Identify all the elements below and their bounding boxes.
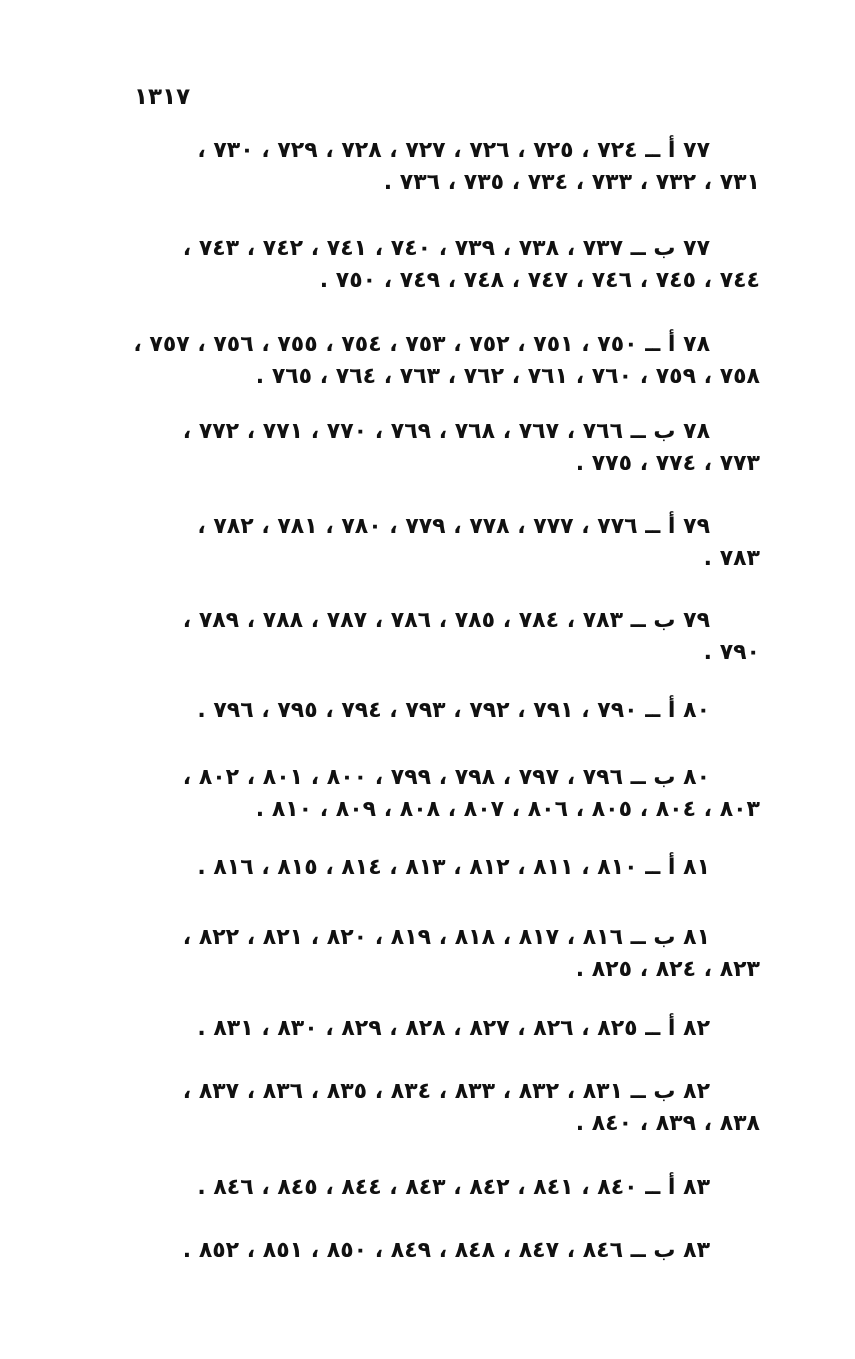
entry-line-2: ٧٧٣ ، ٧٧٤ ، ٧٧٥ . [575, 451, 760, 476]
index-entry-77a [197, 135, 760, 199]
index-entry-82a [197, 1013, 710, 1045]
index-entry-80a [197, 695, 710, 727]
entry-line-2: ٨٢٣ ، ٨٢٤ ، ٨٢٥ . [575, 957, 760, 982]
index-entry-79b [183, 605, 760, 669]
entry-line-1: ٧٨ أ ــ ٧٥٠ ، ٧٥١ ، ٧٥٢ ، ٧٥٣ ، ٧٥٤ ، ٧٥٥ ، ٧٥٦ ، ٧٥٧ ، [133, 332, 710, 357]
index-entry-78b [183, 416, 760, 480]
entry-line-2: ٧٣١ ، ٧٣٢ ، ٧٣٣ ، ٧٣٤ ، ٧٣٥ ، ٧٣٦ . [383, 170, 760, 195]
index-entry-77b [183, 233, 760, 297]
entry-line-1: ٨٣ ب ــ ٨٤٦ ، ٨٤٧ ، ٨٤٨ ، ٨٤٩ ، ٨٥٠ ، ٨٥١ ، ٨٥٢ . [182, 1238, 710, 1263]
entry-line-1: ٧٧ ب ــ ٧٣٧ ، ٧٣٨ ، ٧٣٩ ، ٧٤٠ ، ٧٤١ ، ٧٤٢ ، ٧٤٣ ، [182, 236, 710, 261]
entry-line-1: ٧٨ ب ــ ٧٦٦ ، ٧٦٧ ، ٧٦٨ ، ٧٦٩ ، ٧٧٠ ، ٧٧١ ، ٧٧٢ ، [182, 419, 710, 444]
index-entry-80b [183, 762, 760, 826]
index-entry-83b [183, 1235, 710, 1267]
index-entry-79a [197, 511, 760, 575]
entry-line-1: ٨٢ أ ــ ٨٢٥ ، ٨٢٦ ، ٨٢٧ ، ٨٢٨ ، ٨٢٩ ، ٨٣٠ ، ٨٣١ . [197, 1016, 710, 1041]
entry-line-1: ٨٠ أ ــ ٧٩٠ ، ٧٩١ ، ٧٩٢ ، ٧٩٣ ، ٧٩٤ ، ٧٩٥ ، ٧٩٦ . [197, 698, 710, 723]
index-entry-82b [183, 1076, 760, 1140]
entry-line-2: ٧٤٤ ، ٧٤٥ ، ٧٤٦ ، ٧٤٧ ، ٧٤٨ ، ٧٤٩ ، ٧٥٠ . [319, 268, 760, 293]
page-number: ١٣١٧ [134, 84, 191, 110]
entry-line-2: ٧٨٣ . [703, 546, 760, 571]
entry-line-1: ٨٣ أ ــ ٨٤٠ ، ٨٤١ ، ٨٤٢ ، ٨٤٣ ، ٨٤٤ ، ٨٤٥ ، ٨٤٦ . [197, 1175, 710, 1200]
entry-line-2: ٨٠٣ ، ٨٠٤ ، ٨٠٥ ، ٨٠٦ ، ٨٠٧ ، ٨٠٨ ، ٨٠٩ ، ٨١٠ . [255, 797, 760, 822]
entry-line-1: ٨٠ ب ــ ٧٩٦ ، ٧٩٧ ، ٧٩٨ ، ٧٩٩ ، ٨٠٠ ، ٨٠١ ، ٨٠٢ ، [182, 765, 710, 790]
entry-line-2: ٧٩٠ . [703, 640, 760, 665]
entry-line-1: ٧٩ ب ــ ٧٨٣ ، ٧٨٤ ، ٧٨٥ ، ٧٨٦ ، ٧٨٧ ، ٧٨٨ ، ٧٨٩ ، [182, 608, 710, 633]
entry-line-1: ٨١ ب ــ ٨١٦ ، ٨١٧ ، ٨١٨ ، ٨١٩ ، ٨٢٠ ، ٨٢١ ، ٨٢٢ ، [182, 925, 710, 950]
index-entry-81a [197, 852, 710, 884]
index-entry-83a [197, 1172, 710, 1204]
entry-line-1: ٨٢ ب ــ ٨٣١ ، ٨٣٢ ، ٨٣٣ ، ٨٣٤ ، ٨٣٥ ، ٨٣٦ ، ٨٣٧ ، [182, 1079, 710, 1104]
entry-line-1: ٧٧ أ ــ ٧٢٤ ، ٧٢٥ ، ٧٢٦ ، ٧٢٧ ، ٧٢٨ ، ٧٢٩ ، ٧٣٠ ، [197, 138, 710, 163]
index-entry-78a [133, 329, 760, 393]
entry-line-2: ٧٥٨ ، ٧٥٩ ، ٧٦٠ ، ٧٦١ ، ٧٦٢ ، ٧٦٣ ، ٧٦٤ ، ٧٦٥ . [255, 364, 760, 389]
entry-line-2: ٨٣٨ ، ٨٣٩ ، ٨٤٠ . [575, 1111, 760, 1136]
entry-line-1: ٧٩ أ ــ ٧٧٦ ، ٧٧٧ ، ٧٧٨ ، ٧٧٩ ، ٧٨٠ ، ٧٨١ ، ٧٨٢ ، [197, 514, 710, 539]
index-entry-81b [183, 922, 760, 986]
entry-line-1: ٨١ أ ــ ٨١٠ ، ٨١١ ، ٨١٢ ، ٨١٣ ، ٨١٤ ، ٨١٥ ، ٨١٦ . [197, 855, 710, 880]
